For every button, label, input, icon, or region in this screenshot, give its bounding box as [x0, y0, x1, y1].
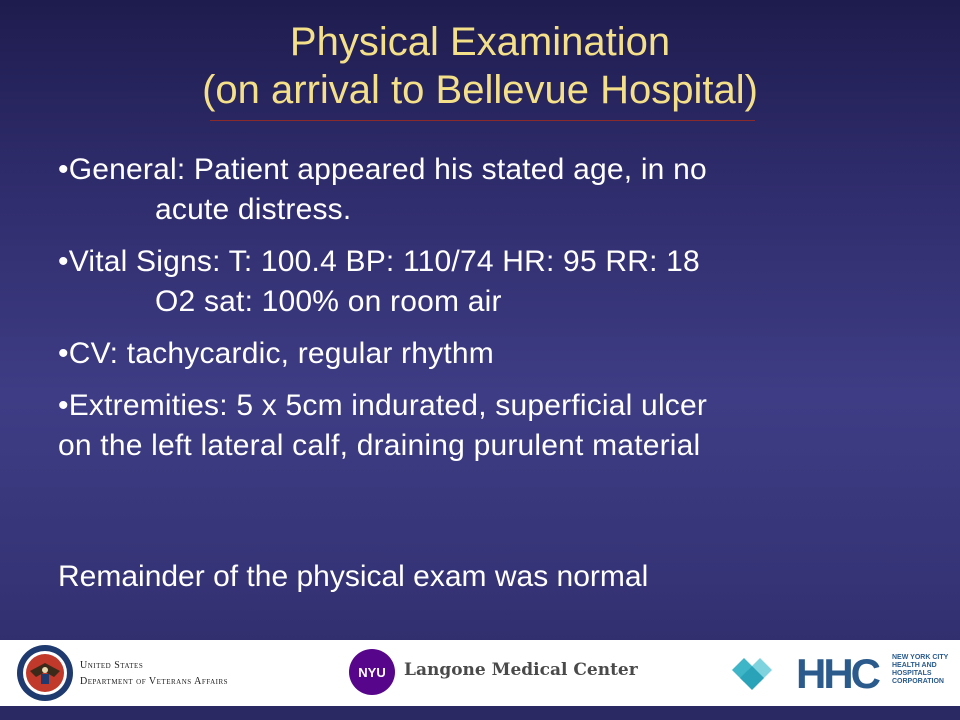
footer-bottom-band [0, 706, 960, 720]
hhc-line: CORPORATION [892, 678, 944, 685]
nyu-badge-text: NYU [358, 665, 386, 680]
va-wordmark [80, 658, 228, 690]
bullet-text-continued: O2 sat: 100% on room air [155, 285, 502, 318]
remainder-note: Remainder of the physical exam was normal [58, 560, 649, 593]
bullet-text-continued: on the left lateral calf, draining purulent material [58, 429, 701, 462]
bullet-text: •Extremities: 5 x 5cm indurated, superficial ulcer [58, 389, 708, 422]
slide-title-line1: Physical Examination [289, 20, 671, 64]
va-line1: United States [80, 660, 144, 671]
hhc-line: HEALTH AND [892, 662, 937, 669]
va-seal-icon [16, 644, 74, 702]
hhc-line: HOSPITALS [892, 670, 932, 677]
va-line2: Department of Veterans Affairs [80, 676, 229, 687]
bullet-text: •CV: tachycardic, regular rhythm [58, 337, 494, 370]
hhc-wordmark [796, 652, 890, 694]
nyu-torch-logo-icon [346, 648, 398, 696]
nyu-langone-label: Langone Medical Center [404, 660, 638, 680]
bullet-extremities [58, 386, 898, 466]
bullet-text: •General: Patient appeared his stated age, in no [58, 153, 707, 186]
title-underline [210, 120, 755, 121]
bullet-text: •Vital Signs: T: 100.4 BP: 110/74 HR: 95 RR: 18 [58, 245, 700, 278]
bullet-cv [58, 334, 898, 374]
bullet-vital-signs [58, 242, 898, 322]
hhc-corporation-text [892, 654, 952, 686]
bullet-list [58, 150, 898, 478]
hhc-mark-text: HHC [796, 652, 878, 694]
bullet-general [58, 150, 898, 230]
hhc-hearts-icon [726, 652, 784, 696]
hhc-line: NEW YORK CITY [892, 654, 949, 661]
slide-title-line2: (on arrival to Bellevue Hospital) [202, 68, 758, 112]
slide-title [0, 18, 960, 114]
bullet-text-continued: acute distress. [155, 193, 352, 226]
